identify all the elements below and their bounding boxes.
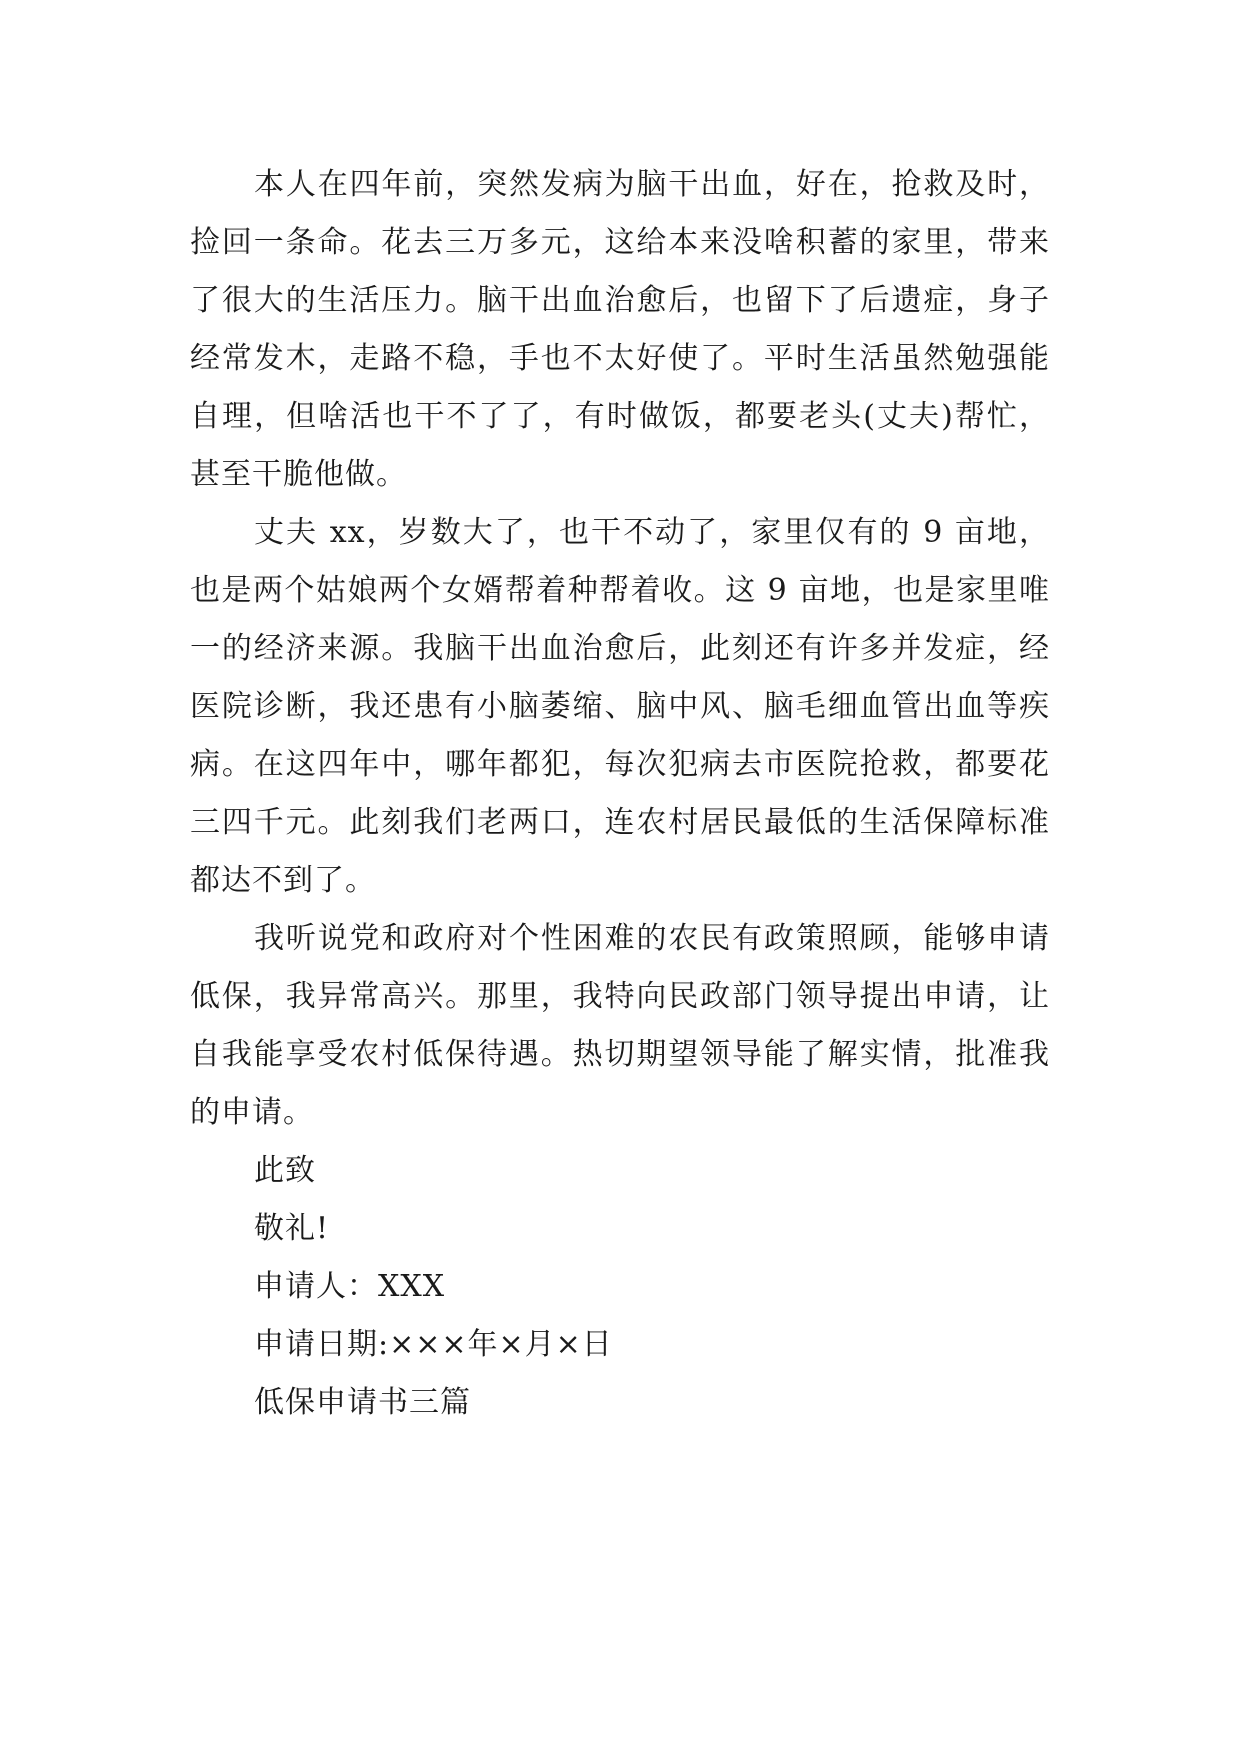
closing-regards: 敬礼!: [254, 1211, 330, 1246]
paragraph-request: 我听说党和政府对个性困难的农民有政策照顾，能够申请低保，我异常高兴。那里，我特向民政部门领导提出申请，让自我能享受农村低保待遇。热切期望领导能了解实情，批准我的申请。: [190, 921, 1050, 1130]
paragraph-family-situation: 丈夫 xx，岁数大了，也干不动了，家里仅有的 9 亩地，也是两个姑娘两个女婿帮着种帮着收。这 9 亩地，也是家里唯一的经济来源。我脑干出血治愈后，此刻还有许多并发症，经医院诊断，我还患有小脑萎缩、脑中风、脑毛细血管出血等疾病。在这四年中，哪年都犯，每次犯病去市医院抢救，都要花三四千元。此刻我们老两口，连农村居民最低的生活保障标准都达不到了。: [190, 515, 1050, 898]
application-date: 申请日期:×××年×月×日: [254, 1327, 613, 1362]
next-section-title: 低保申请书三篇: [254, 1385, 471, 1420]
document-body: [190, 156, 1050, 1432]
applicant-name: 申请人：XXX: [254, 1269, 446, 1304]
closing-salutation: 此致: [254, 1153, 316, 1188]
paragraph-illness: 本人在四年前，突然发病为脑干出血，好在，抢救及时，捡回一条命。花去三万多元，这给本来没啥积蓄的家里，带来了很大的生活压力。脑干出血治愈后，也留下了后遗症，身子经常发木，走路不稳，手也不太好使了。平时生活虽然勉强能自理，但啥活也干不了了，有时做饭，都要老头(丈夫)帮忙，甚至干脆他做。: [190, 167, 1050, 492]
